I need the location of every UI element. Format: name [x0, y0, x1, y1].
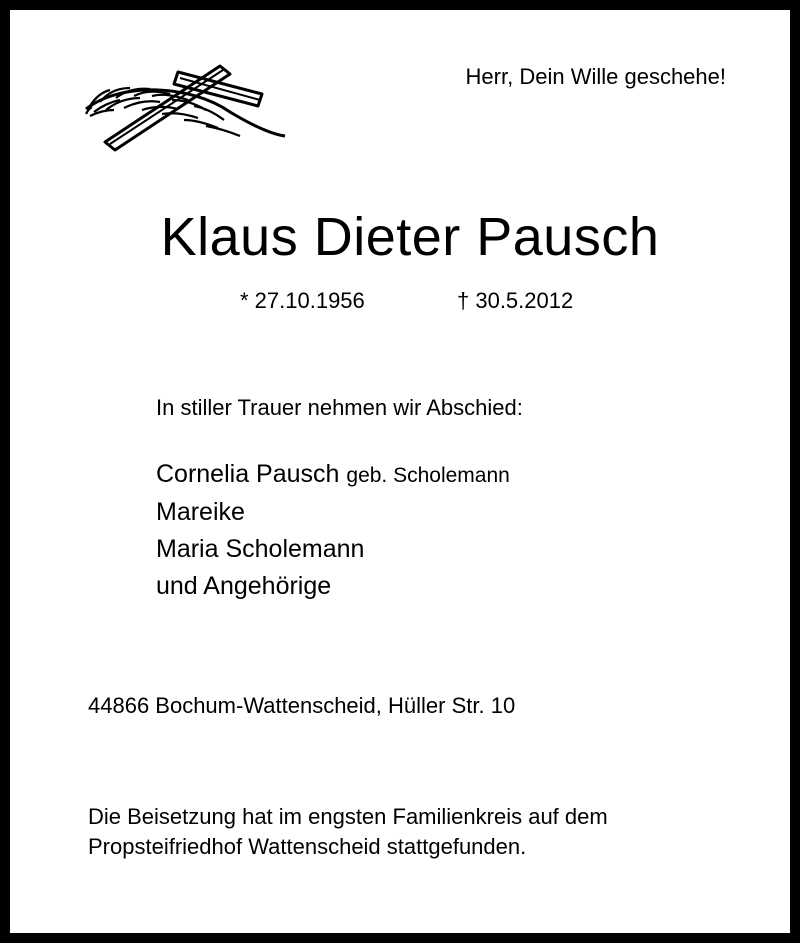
cross-with-palm-frond-icon — [80, 54, 290, 154]
mourner-maiden-name: geb. Scholemann — [346, 464, 510, 487]
mourner-name: Cornelia Pausch — [156, 460, 340, 488]
deceased-name: Klaus Dieter Pausch — [160, 207, 660, 267]
burial-notice — [88, 802, 608, 862]
mourner-name: Mareike — [156, 498, 245, 526]
mourner-item — [156, 456, 510, 494]
mourner-list — [156, 456, 510, 605]
mourner-name: und Angehörige — [156, 572, 332, 600]
mourner-name: Maria Scholemann — [156, 535, 365, 563]
motto: Herr, Dein Wille geschehe! — [465, 64, 726, 89]
address: 44866 Bochum-Wattenscheid, Hüller Str. 10 — [88, 693, 516, 718]
mourner-item — [156, 494, 510, 531]
mourner-item — [156, 531, 510, 568]
birth-date: * 27.10.1956 — [240, 288, 365, 313]
death-date: † 30.5.2012 — [457, 288, 574, 313]
mourner-item — [156, 568, 510, 605]
mourning-intro: In stiller Trauer nehmen wir Abschied: — [156, 395, 523, 420]
burial-notice-line: Die Beisetzung hat im engsten Familienkreis auf dem — [88, 804, 608, 829]
burial-notice-line: Propsteifriedhof Wattenscheid stattgefunden. — [88, 834, 527, 859]
